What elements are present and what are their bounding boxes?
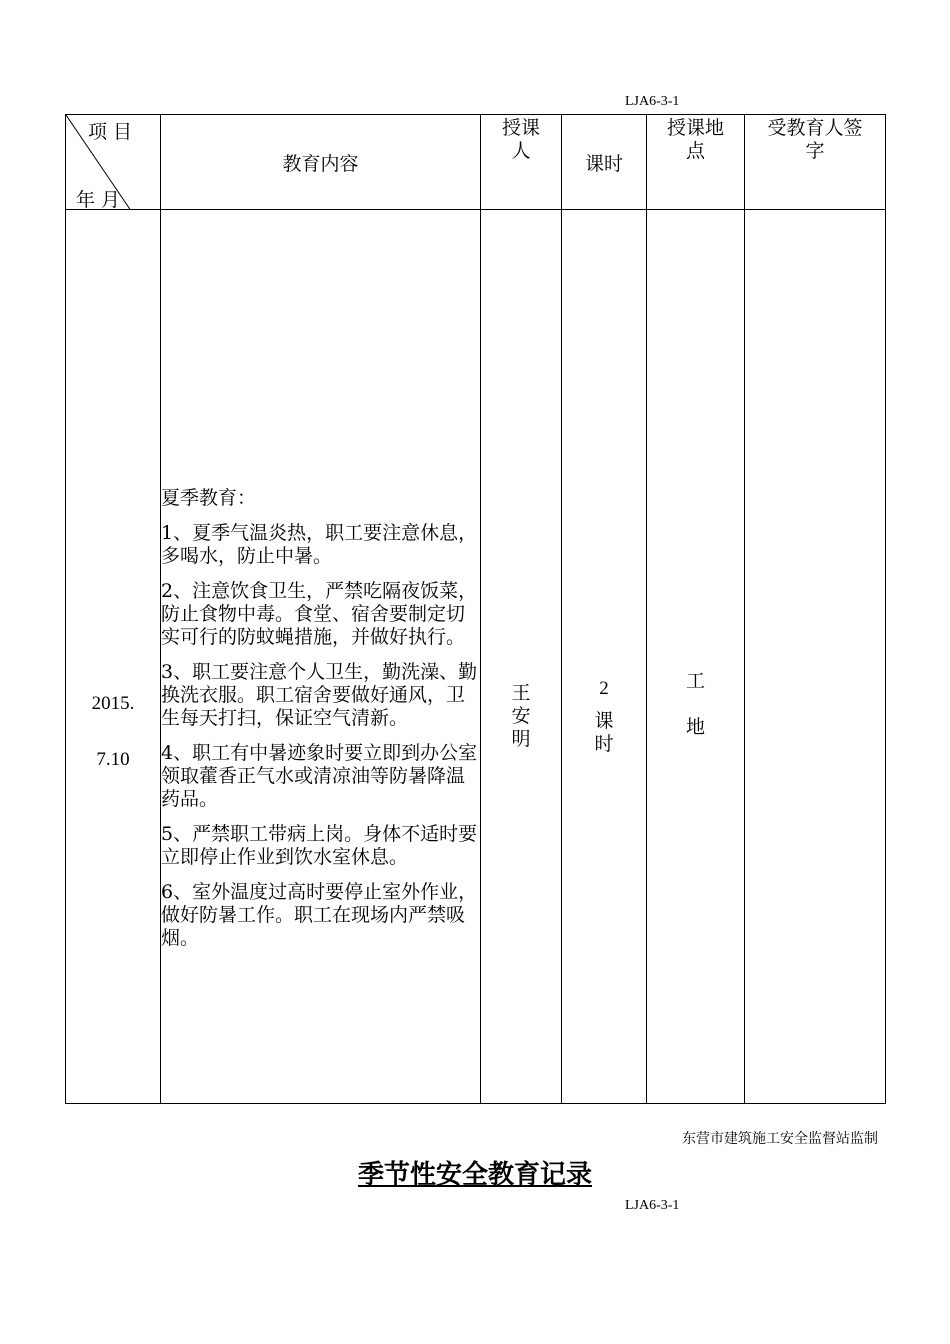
location-char-2: 地 bbox=[685, 715, 705, 738]
location-cell bbox=[647, 210, 745, 1104]
hours-cell bbox=[562, 210, 647, 1104]
record-row bbox=[66, 210, 886, 1104]
hours-unit-2: 时 bbox=[594, 733, 614, 755]
location-header-line1: 授课地 bbox=[666, 117, 724, 139]
document-title: 季节性安全教育记录 bbox=[357, 1160, 592, 1190]
education-record-table bbox=[65, 114, 886, 1104]
lecturer-header bbox=[481, 115, 562, 210]
content-heading: 夏季教育： bbox=[161, 487, 257, 509]
corner-date-label: 年 月 bbox=[76, 189, 121, 210]
content-item-1: 1、夏季气温炎热，职工要注意休息，多喝水，防止中暑。 bbox=[161, 522, 478, 567]
doc-code-bottom: LJA6-3-1 bbox=[625, 1198, 680, 1213]
lecturer-header-line2: 人 bbox=[511, 140, 531, 162]
doc-code-top: LJA6-3-1 bbox=[625, 94, 680, 109]
hours-header: 课时 bbox=[562, 115, 647, 210]
header-row bbox=[66, 115, 886, 210]
content-item-3: 3、职工要注意个人卫生，勤洗澡、勤换洗衣服。职工宿舍要做好通风，卫生每天打扫，保证空气清新。 bbox=[161, 661, 478, 729]
location-header-line2: 点 bbox=[685, 140, 705, 162]
content-item-4: 4、职工有中暑迹象时要立即到办公室领取藿香正气水或清凉油等防暑降温药品。 bbox=[161, 742, 478, 810]
signature-header-line2: 字 bbox=[805, 140, 825, 162]
hours-unit-1: 课 bbox=[594, 710, 614, 732]
content-cell bbox=[161, 210, 481, 1104]
date-cell bbox=[66, 210, 161, 1104]
content-header: 教育内容 bbox=[161, 115, 481, 210]
content-item-5: 5、严禁职工带病上岗。身体不适时要立即停止作业到饮水室休息。 bbox=[161, 823, 478, 868]
lecturer-cell bbox=[481, 210, 562, 1104]
signature-header-line1: 受教育人签 bbox=[767, 117, 863, 139]
lecturer-char-3: 明 bbox=[511, 728, 531, 750]
content-item-6: 6、室外温度过高时要停止室外作业，做好防暑工作。职工在现场内严禁吸烟。 bbox=[161, 881, 478, 949]
corner-item-label: 项 目 bbox=[88, 121, 133, 143]
date-line2: 7.10 bbox=[96, 748, 130, 770]
lecturer-header-line1: 授课 bbox=[501, 117, 540, 139]
location-char-1: 工 bbox=[685, 669, 705, 692]
lecturer-char-1: 王 bbox=[511, 682, 531, 704]
signature-header bbox=[745, 115, 886, 210]
signature-cell bbox=[745, 210, 886, 1104]
supervisor-note: 东营市建筑施工安全监督站监制 bbox=[682, 1131, 878, 1147]
hours-value: 2 bbox=[599, 678, 609, 699]
lecturer-char-2: 安 bbox=[511, 705, 531, 727]
location-header bbox=[647, 115, 745, 210]
content-item-2: 2、注意饮食卫生，严禁吃隔夜饭菜，防止食物中毒。食堂、宿舍要制定切实可行的防蚊蝇措施，并做好执行。 bbox=[161, 580, 478, 648]
corner-header-cell bbox=[66, 115, 161, 210]
date-line1: 2015. bbox=[91, 692, 135, 714]
